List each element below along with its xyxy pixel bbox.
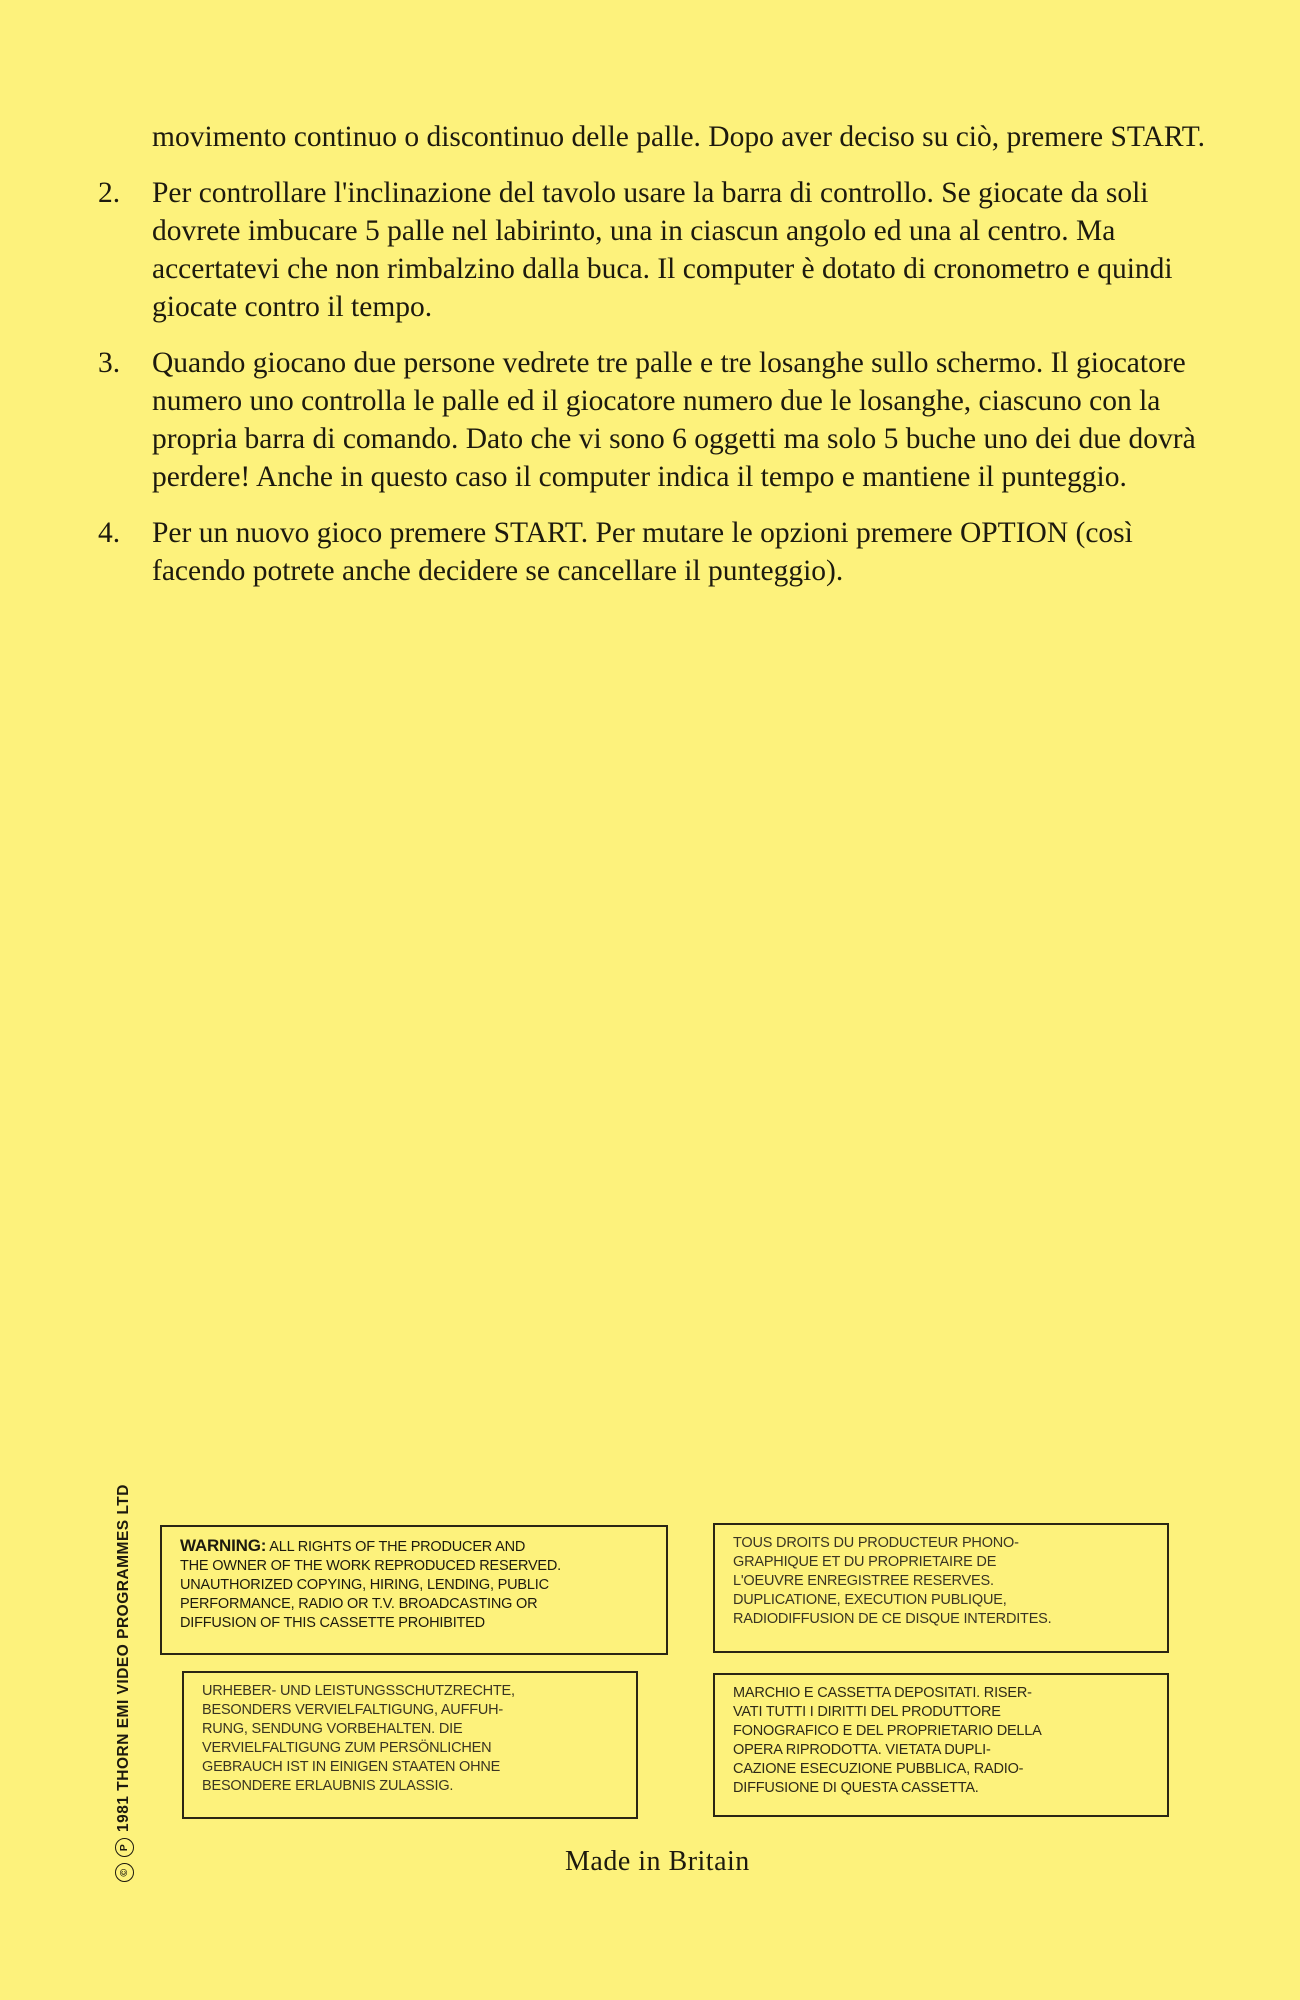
copyright-line — [111, 1402, 137, 1882]
copyright-symbol-icon: © — [115, 1863, 134, 1882]
step-text: Per un nuovo gioco premere START. Per mutare le opzioni premere OPTION (così facendo potrete anche decidere se cancellare il punteggio). — [152, 517, 1133, 587]
step-3 — [98, 344, 1218, 496]
step-number: 3. — [98, 347, 121, 379]
warning-label: WARNING: — [180, 1536, 267, 1555]
step-2 — [98, 174, 1218, 326]
rights-notice-italian: MARCHIO E CASSETTA DEPOSITATI. RISER- VATI TUTTI I DIRITTI DEL PRODUTTORE FONOGRAFICO E DEL PROPRIETARIO DELLA OPERA RIPRODOTTA. VIETATA DUPLI- CAZIONE ESECUZIONE PUBBLICA, RADIO- DIFFUSIONE DI QUESTA CASSETTA. — [713, 1673, 1169, 1817]
warning-text: ALL RIGHTS OF THE PRODUCER AND THE OWNER OF THE WORK REPRODUCED RESERVED. UNAUTHORIZED COPYING, HIRING, LENDING, PUBLIC PERFORMANCE, RADIO OR T.V. BROADCASTING OR DIFFUSION OF THIS CASSETTE PROHIBITED — [180, 1539, 561, 1631]
made-in-britain-text: Made in Britain — [565, 1846, 750, 1877]
step-number: 2. — [98, 177, 121, 209]
intro-paragraph: movimento continuo o discontinuo delle palle. Dopo aver deciso su ciò, premere START. — [152, 121, 1205, 153]
rights-notice-german: URHEBER- UND LEISTUNGSSCHUTZRECHTE, BESONDERS VERVIELFALTIGUNG, AUFFUH- RUNG, SENDUNG VORBEHALTEN. DIE VERVIELFALTIGUNG ZUM PERSÖNLICHEN GEBRAUCH IST IN EINIGEN STAATEN OHNE BESONDERE ERLAUBNIS ZULASSIG. — [182, 1671, 638, 1819]
step-4 — [98, 514, 1218, 590]
step-text: Quando giocano due persone vedrete tre palle e tre losanghe sullo schermo. Il giocatore numero uno controlla le palle ed il giocatore numero due le losanghe, ciascuno con la propria barra di comando. Dato che vi sono 6 oggetti ma solo 5 buche uno dei due dovrà perdere! Anche in questo caso il computer indica il tempo e mantiene il punteggio. — [152, 347, 1196, 493]
warning-notice-english — [160, 1525, 668, 1655]
step-text: Per controllare l'inclinazione del tavolo usare la barra di controllo. Se giocate da soli dovrete imbucare 5 palle nel labirinto, una in ciascun angolo ed una al centro. Ma accertatevi che non rimbalzino dalla buca. Il computer è dotato di cronometro e quindi giocate contro il tempo. — [152, 177, 1173, 323]
rights-notice-french: TOUS DROITS DU PRODUCTEUR PHONO- GRAPHIQUE ET DU PROPRIETAIRE DE L'OEUVRE ENREGISTREE RESERVES. DUPLICATIONE, EXECUTION PUBLIQUE, RADIODIFFUSION DE CE DISQUE INTERDITES. — [713, 1523, 1169, 1653]
copyright-text: 1981 THORN EMI VIDEO PROGRAMMES LTD — [115, 1484, 132, 1832]
step-number: 4. — [98, 517, 121, 549]
instructions-body — [98, 118, 1218, 608]
phonogram-symbol-icon: P — [115, 1838, 134, 1857]
